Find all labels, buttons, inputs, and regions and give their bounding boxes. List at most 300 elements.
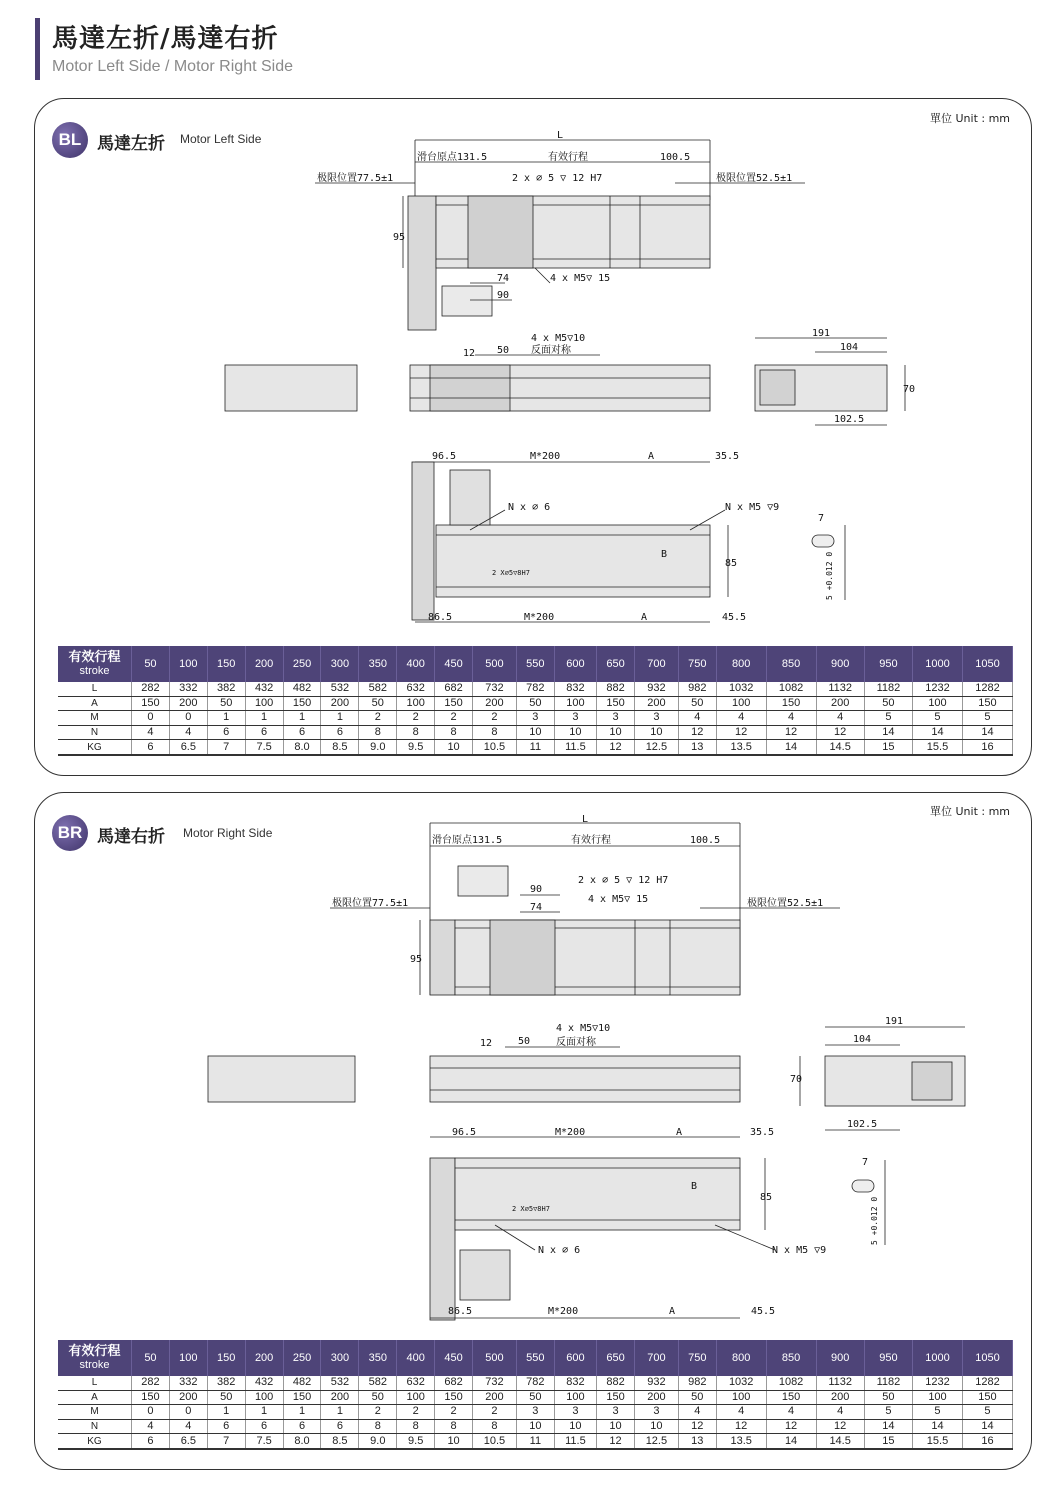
table-cell: 200 [473, 1390, 517, 1405]
table-cell: 150 [132, 1390, 170, 1405]
table-cell: 5 [913, 1405, 963, 1420]
table-cell: 10 [634, 725, 678, 740]
dim-35-5: 35.5 [750, 1127, 775, 1138]
stroke-column-header: 850 [766, 646, 816, 682]
dim-95: 95 [410, 954, 423, 965]
section-badge: BR [52, 815, 88, 851]
table-cell: 50 [864, 1390, 912, 1405]
table-cell: 16 [962, 1434, 1012, 1449]
dim-7: 7 [862, 1157, 869, 1168]
table-cell: 11 [516, 740, 554, 755]
dim-12: 12 [480, 1038, 493, 1049]
table-cell: 13 [678, 740, 716, 755]
table-cell: 6.5 [169, 1434, 207, 1449]
table-cell: 10 [516, 1419, 554, 1434]
page-title: 馬達左折/馬達右折 [52, 24, 279, 54]
table-cell: 1282 [962, 682, 1012, 696]
table-cell: 50 [864, 696, 912, 711]
table-cell: 12 [766, 725, 816, 740]
table-cell: 50 [516, 696, 554, 711]
table-cell: 15 [864, 1434, 912, 1449]
table-cell: 9.0 [359, 740, 397, 755]
table-cell: 3 [554, 1405, 596, 1420]
table-cell: 2 [473, 711, 517, 726]
table-cell: 6 [132, 740, 170, 755]
dim-102-5: 102.5 [834, 414, 865, 425]
table-cell: 50 [207, 696, 245, 711]
dim-m200-top: M*200 [530, 451, 561, 462]
stroke-column-header: 1000 [913, 646, 963, 682]
table-cell: 14 [864, 725, 912, 740]
table-cell: 6 [321, 1419, 359, 1434]
table-cell: 1032 [716, 682, 766, 696]
page-subtitle: Motor Left Side / Motor Right Side [52, 58, 293, 75]
table-cell: 2 [359, 1405, 397, 1420]
table-cell: 15.5 [913, 740, 963, 755]
dim-70: 70 [790, 1074, 803, 1085]
table-cell: 50 [359, 1390, 397, 1405]
table-cell: 4 [132, 1419, 170, 1434]
dim-limit-left: 极限位置77.5±1 [317, 173, 394, 184]
dim-pin-holes: 2 x ∅ 5 ▽ 12 H7 [512, 173, 603, 184]
table-cell: 1 [283, 1405, 321, 1420]
stroke-column-header: 800 [716, 1340, 766, 1376]
table-cell: 4 [766, 1405, 816, 1420]
stroke-column-header: 200 [245, 1340, 283, 1376]
table-cell: 4 [132, 725, 170, 740]
dim-m5-10: 4 x M5▽10 [531, 333, 586, 344]
stroke-column-header: 50 [132, 646, 170, 682]
table-cell: 532 [321, 682, 359, 696]
table-cell: 10 [597, 725, 635, 740]
table-cell: 9.0 [359, 1434, 397, 1449]
section-badge: BL [52, 122, 88, 158]
dim-100-5: 100.5 [690, 835, 721, 846]
table-cell: 5 [962, 1405, 1012, 1420]
table-cell: 50 [207, 1390, 245, 1405]
table-cell: 4 [169, 725, 207, 740]
row-label: A [58, 696, 132, 711]
table-cell: 7 [207, 740, 245, 755]
row-label: M [58, 711, 132, 726]
stroke-column-header: 800 [716, 646, 766, 682]
table-cell: 6.5 [169, 740, 207, 755]
dim-effective-stroke: 有效行程 [548, 152, 588, 163]
table-cell: 14 [766, 1434, 816, 1449]
row-label: L [58, 1376, 132, 1390]
table-cell: 13.5 [716, 740, 766, 755]
dim-45-5: 45.5 [722, 612, 747, 623]
stroke-column-header: 950 [864, 1340, 912, 1376]
dim-12: 12 [463, 348, 476, 359]
section-title-cn: 馬達右折 [97, 827, 165, 847]
dim-90: 90 [530, 884, 543, 895]
table-cell: 6 [245, 1419, 283, 1434]
stroke-column-header: 900 [816, 646, 864, 682]
dim-95: 95 [393, 232, 406, 243]
table-cell: 532 [321, 1376, 359, 1390]
dim-74: 74 [530, 902, 543, 913]
table-cell: 100 [554, 696, 596, 711]
table-cell: 1 [245, 711, 283, 726]
table-cell: 50 [516, 1390, 554, 1405]
section-title-en: Motor Right Side [183, 826, 273, 840]
table-cell: 282 [132, 1376, 170, 1390]
row-label: A [58, 1390, 132, 1405]
table-cell: 13.5 [716, 1434, 766, 1449]
table-cell: 3 [554, 711, 596, 726]
stroke-column-header: 50 [132, 1340, 170, 1376]
section-title-en: Motor Left Side [180, 132, 262, 146]
table-cell: 1032 [716, 1376, 766, 1390]
dim-86-5: 86.5 [428, 612, 453, 623]
table-cell: 15 [864, 740, 912, 755]
table-cell: 332 [169, 1376, 207, 1390]
table-cell: 582 [359, 682, 397, 696]
table-cell: 14 [962, 725, 1012, 740]
table-cell: 1132 [816, 682, 864, 696]
dim-pin-small: 2 X∅5▽8H7 [512, 1205, 550, 1213]
table-cell: 2 [435, 1405, 473, 1420]
table-cell: 12 [678, 1419, 716, 1434]
stroke-column-header: 400 [397, 1340, 435, 1376]
table-cell: 11.5 [554, 1434, 596, 1449]
table-cell: 100 [397, 1390, 435, 1405]
row-label: M [58, 1405, 132, 1420]
table-cell: 10 [597, 1419, 635, 1434]
stroke-column-header: 400 [397, 646, 435, 682]
table-cell: 982 [678, 1376, 716, 1390]
table-cell: 282 [132, 682, 170, 696]
table-cell: 150 [283, 696, 321, 711]
stroke-header: 有效行程 stroke [58, 1340, 132, 1376]
table-cell: 8.5 [321, 740, 359, 755]
dim-85: 85 [725, 558, 738, 569]
table-cell: 100 [716, 696, 766, 711]
table-cell: 11 [516, 1434, 554, 1449]
dim-m5-15: 4 x M5▽ 15 [588, 894, 649, 905]
table-cell: 6 [321, 725, 359, 740]
table-cell: 0 [132, 711, 170, 726]
stroke-column-header: 350 [359, 646, 397, 682]
table-cell: 10 [435, 740, 473, 755]
table-cell: 10 [516, 725, 554, 740]
table-cell: 11.5 [554, 740, 596, 755]
stroke-column-header: 700 [634, 646, 678, 682]
table-cell: 832 [554, 1376, 596, 1390]
dim-100-5: 100.5 [660, 152, 691, 163]
dim-85: 85 [760, 1192, 773, 1203]
dim-A-bottom: A [669, 1306, 676, 1317]
table-cell: 932 [634, 1376, 678, 1390]
dim-74: 74 [497, 273, 510, 284]
table-cell: 8 [473, 725, 517, 740]
table-row [58, 1419, 1013, 1434]
stroke-column-header: 300 [321, 1340, 359, 1376]
dim-limit-left: 极限位置77.5±1 [332, 898, 409, 909]
stroke-column-header: 1000 [913, 1340, 963, 1376]
table-cell: 7 [207, 1434, 245, 1449]
table-cell: 6 [207, 1419, 245, 1434]
spec-table [58, 1340, 1013, 1450]
table-cell: 8 [435, 725, 473, 740]
table-cell: 8 [397, 725, 435, 740]
table-cell: 12 [716, 725, 766, 740]
table-cell: 0 [169, 1405, 207, 1420]
table-cell: 882 [597, 682, 635, 696]
table-cell: 3 [516, 711, 554, 726]
dim-A-top: A [676, 1127, 683, 1138]
dim-50: 50 [518, 1036, 531, 1047]
stroke-column-header: 450 [435, 1340, 473, 1376]
table-cell: 6 [132, 1434, 170, 1449]
table-cell: 10 [554, 1419, 596, 1434]
table-cell: 200 [816, 696, 864, 711]
table-cell: 2 [397, 711, 435, 726]
table-cell: 10.5 [473, 740, 517, 755]
stroke-column-header: 500 [473, 646, 517, 682]
table-cell: 1232 [913, 682, 963, 696]
dim-B: B [691, 1181, 698, 1192]
dim-96-5: 96.5 [452, 1127, 477, 1138]
table-cell: 932 [634, 682, 678, 696]
table-cell: 50 [678, 1390, 716, 1405]
table-cell: 4 [816, 711, 864, 726]
stroke-column-header: 650 [597, 1340, 635, 1376]
table-cell: 3 [634, 711, 678, 726]
stroke-column-header: 550 [516, 646, 554, 682]
table-cell: 200 [169, 1390, 207, 1405]
table-cell: 8.5 [321, 1434, 359, 1449]
dim-45-5: 45.5 [751, 1306, 776, 1317]
stroke-column-header: 700 [634, 1340, 678, 1376]
table-row [58, 1376, 1013, 1390]
table-cell: 432 [245, 1376, 283, 1390]
table-row [58, 1434, 1013, 1449]
table-cell: 150 [132, 696, 170, 711]
dim-L: L [582, 814, 589, 825]
table-cell: 1132 [816, 1376, 864, 1390]
table-cell: 3 [597, 711, 635, 726]
table-cell: 150 [962, 696, 1012, 711]
dim-n-phi6: N x ∅ 6 [508, 502, 551, 513]
table-cell: 682 [435, 682, 473, 696]
dim-86-5: 86.5 [448, 1306, 473, 1317]
stroke-column-header: 900 [816, 1340, 864, 1376]
stroke-column-header: 850 [766, 1340, 816, 1376]
table-cell: 10 [554, 725, 596, 740]
dim-tolerance: 5 +0.012 0 [870, 1196, 879, 1245]
stroke-column-header: 150 [207, 646, 245, 682]
table-cell: 1182 [864, 1376, 912, 1390]
dim-m5-15: 4 x M5▽ 15 [550, 273, 611, 284]
table-cell: 8 [435, 1419, 473, 1434]
stroke-header: 有效行程 stroke [58, 646, 132, 682]
unit-label: 單位 Unit : mm [930, 112, 1011, 125]
table-cell: 432 [245, 682, 283, 696]
table-cell: 100 [397, 696, 435, 711]
stroke-column-header: 750 [678, 646, 716, 682]
dim-96-5: 96.5 [432, 451, 457, 462]
table-cell: 1 [207, 1405, 245, 1420]
dim-n-m5-9: N x M5 ▽9 [725, 502, 780, 513]
table-cell: 12.5 [634, 1434, 678, 1449]
table-cell: 8 [397, 1419, 435, 1434]
dim-104: 104 [840, 342, 859, 353]
table-cell: 1 [283, 711, 321, 726]
stroke-column-header: 500 [473, 1340, 517, 1376]
table-cell: 150 [435, 696, 473, 711]
table-cell: 50 [359, 696, 397, 711]
table-cell: 4 [678, 1405, 716, 1420]
table-cell: 8.0 [283, 740, 321, 755]
table-cell: 12 [678, 725, 716, 740]
table-cell: 4 [169, 1419, 207, 1434]
table-cell: 1282 [962, 1376, 1012, 1390]
row-label: L [58, 682, 132, 696]
table-cell: 8 [359, 1419, 397, 1434]
section-title-cn: 馬達左折 [97, 134, 165, 154]
table-cell: 632 [397, 682, 435, 696]
dim-slide-origin: 滑台原点131.5 [417, 152, 488, 163]
row-label: KG [58, 1434, 132, 1449]
table-cell: 6 [207, 725, 245, 740]
table-cell: 150 [962, 1390, 1012, 1405]
dim-B: B [661, 549, 668, 560]
table-row [58, 1405, 1013, 1420]
table-cell: 682 [435, 1376, 473, 1390]
table-cell: 13 [678, 1434, 716, 1449]
dim-70: 70 [903, 384, 916, 395]
dim-mirror: 反面对称 [531, 345, 571, 356]
table-cell: 732 [473, 1376, 517, 1390]
table-cell: 100 [913, 1390, 963, 1405]
table-cell: 12 [816, 725, 864, 740]
table-cell: 6 [245, 725, 283, 740]
table-cell: 16 [962, 740, 1012, 755]
stroke-column-header: 600 [554, 646, 596, 682]
table-cell: 12 [597, 1434, 635, 1449]
dim-102-5: 102.5 [847, 1119, 878, 1130]
stroke-column-header: 250 [283, 1340, 321, 1376]
dim-A-top: A [648, 451, 655, 462]
table-cell: 12 [816, 1419, 864, 1434]
dim-A-bottom: A [641, 612, 648, 623]
table-cell: 2 [359, 711, 397, 726]
table-cell: 1 [207, 711, 245, 726]
table-cell: 3 [516, 1405, 554, 1420]
table-cell: 632 [397, 1376, 435, 1390]
table-cell: 1082 [766, 682, 816, 696]
dim-7: 7 [818, 513, 825, 524]
stroke-column-header: 100 [169, 1340, 207, 1376]
table-row [58, 1390, 1013, 1405]
table-cell: 6 [283, 1419, 321, 1434]
table-cell: 4 [816, 1405, 864, 1420]
dim-90: 90 [497, 290, 510, 301]
table-cell: 882 [597, 1376, 635, 1390]
table-cell: 332 [169, 682, 207, 696]
table-cell: 982 [678, 682, 716, 696]
unit-label: 單位 Unit : mm [930, 805, 1011, 818]
dim-m200-bottom: M*200 [548, 1306, 579, 1317]
dim-limit-right: 极限位置52.5±1 [716, 173, 793, 184]
table-cell: 14 [962, 1419, 1012, 1434]
table-cell: 3 [597, 1405, 635, 1420]
table-cell: 200 [816, 1390, 864, 1405]
row-label: N [58, 725, 132, 740]
dim-tolerance: 5 +0.012 0 [825, 551, 834, 600]
stroke-column-header: 650 [597, 646, 635, 682]
table-cell: 382 [207, 1376, 245, 1390]
table-cell: 14.5 [816, 1434, 864, 1449]
dim-m200-top: M*200 [555, 1127, 586, 1138]
table-cell: 482 [283, 1376, 321, 1390]
table-cell: 9.5 [397, 740, 435, 755]
table-cell: 5 [913, 711, 963, 726]
table-cell: 150 [766, 696, 816, 711]
table-cell: 200 [321, 1390, 359, 1405]
table-cell: 782 [516, 682, 554, 696]
table-cell: 200 [634, 1390, 678, 1405]
table-cell: 200 [321, 696, 359, 711]
table-header-row [58, 1340, 1013, 1376]
dim-35-5: 35.5 [715, 451, 740, 462]
row-label: KG [58, 740, 132, 755]
stroke-column-header: 1050 [962, 1340, 1012, 1376]
dim-n-phi6: N x ∅ 6 [538, 1245, 581, 1256]
table-cell: 4 [678, 711, 716, 726]
dim-m5-10: 4 x M5▽10 [556, 1023, 611, 1034]
table-cell: 782 [516, 1376, 554, 1390]
table-cell: 100 [245, 1390, 283, 1405]
table-cell: 14.5 [816, 740, 864, 755]
table-cell: 582 [359, 1376, 397, 1390]
dim-effective-stroke: 有效行程 [571, 835, 611, 846]
table-cell: 200 [634, 696, 678, 711]
stroke-column-header: 950 [864, 646, 912, 682]
table-cell: 1232 [913, 1376, 963, 1390]
table-cell: 12 [766, 1419, 816, 1434]
table-cell: 2 [435, 711, 473, 726]
table-cell: 12 [597, 740, 635, 755]
table-cell: 12 [716, 1419, 766, 1434]
dim-191: 191 [812, 328, 831, 339]
dim-pin-small: 2 X∅5▽8H7 [492, 569, 530, 577]
table-cell: 6 [283, 725, 321, 740]
table-cell: 8 [359, 725, 397, 740]
table-cell: 100 [554, 1390, 596, 1405]
table-cell: 8 [473, 1419, 517, 1434]
table-cell: 1 [245, 1405, 283, 1420]
table-cell: 8.0 [283, 1434, 321, 1449]
stroke-column-header: 450 [435, 646, 473, 682]
table-cell: 150 [283, 1390, 321, 1405]
table-cell: 7.5 [245, 740, 283, 755]
dim-limit-right: 极限位置52.5±1 [747, 898, 824, 909]
table-cell: 1182 [864, 682, 912, 696]
table-cell: 14 [766, 740, 816, 755]
stroke-column-header: 750 [678, 1340, 716, 1376]
table-cell: 9.5 [397, 1434, 435, 1449]
table-cell: 5 [962, 711, 1012, 726]
table-cell: 100 [245, 696, 283, 711]
table-cell: 0 [132, 1405, 170, 1420]
stroke-column-header: 150 [207, 1340, 245, 1376]
dim-50: 50 [497, 345, 510, 356]
stroke-column-header: 550 [516, 1340, 554, 1376]
table-cell: 10 [435, 1434, 473, 1449]
